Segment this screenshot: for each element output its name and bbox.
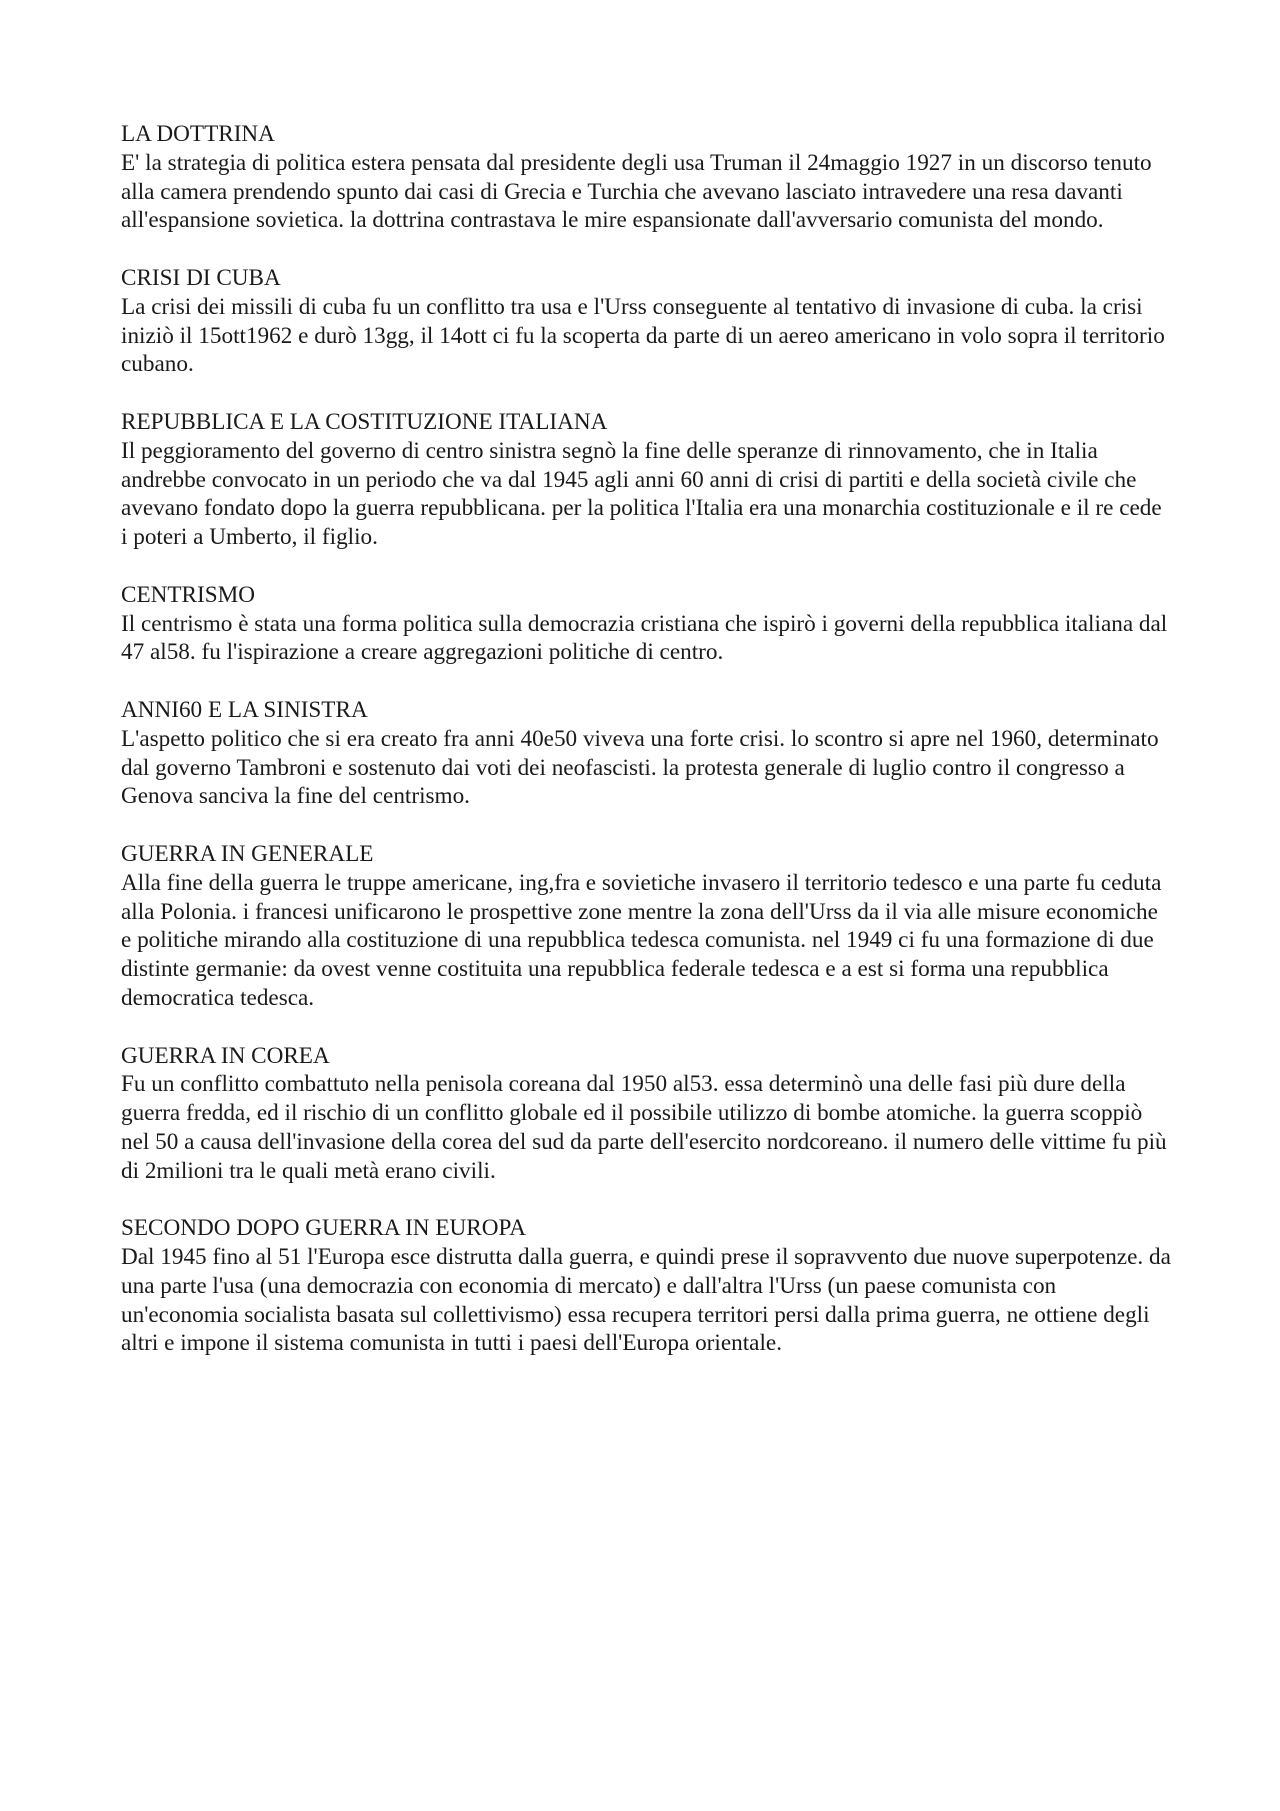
section-repubblica-costituzione bbox=[121, 408, 1171, 552]
section-title: GUERRA IN GENERALE bbox=[121, 840, 374, 867]
document-content bbox=[121, 120, 1171, 1387]
section-body: La crisi dei missili di cuba fu un conflitto tra usa e l'Urss conseguente al tentativo di invasione di cuba. la crisi iniziò il 15ott1962 e durò 13gg, il 14ott ci fu la scoperta da parte di un aereo americano in volo sopra il territorio cubano. bbox=[121, 293, 1165, 378]
section-body: Alla fine della guerra le truppe americane, ing,fra e sovietiche invasero il territorio tedesco e una parte fu ceduta alla Polonia. i francesi unificarono le prospettive zone mentre la zona dell'Urss da il via alle misure economiche e politiche mirando alla costituzione di una repubblica tedesca comunista. nel 1949 ci fu una formazione di due distinte germanie: da ovest venne costituita una repubblica federale tedesca e a est si forma una repubblica democratica tedesca. bbox=[121, 869, 1162, 1011]
section-title: CENTRISMO bbox=[121, 581, 255, 608]
section-title: CRISI DI CUBA bbox=[121, 264, 281, 291]
section-body: E' la strategia di politica estera pensata dal presidente degli usa Truman il 24maggio 1927 in un discorso tenuto alla camera prendendo spunto dai casi di Grecia e Turchia che avevano lasciato intravedere una resa davanti all'espansione sovietica. la dottrina contrastava le mire espansionate dall'avversario comunista del mondo. bbox=[121, 149, 1152, 234]
section-title: SECONDO DOPO GUERRA IN EUROPA bbox=[121, 1215, 526, 1242]
section-la-dottrina bbox=[121, 120, 1171, 235]
section-centrismo bbox=[121, 581, 1171, 667]
section-body: Il centrismo è stata una forma politica sulla democrazia cristiana che ispirò i governi della repubblica italiana dal 47 al58. fu l'ispirazione a creare aggregazioni politiche di centro. bbox=[121, 610, 1168, 666]
section-title: ANNI60 E LA SINISTRA bbox=[121, 696, 368, 723]
section-body: L'aspetto politico che si era creato fra anni 40e50 viveva una forte crisi. lo scontro si apre nel 1960, determinato dal governo Tambroni e sostenuto dai voti dei neofascisti. la protesta generale di luglio contro il congresso a Genova sanciva la fine del centrismo. bbox=[121, 725, 1159, 810]
section-guerra-in-generale bbox=[121, 840, 1171, 1013]
section-title: LA DOTTRINA bbox=[121, 121, 275, 147]
section-body: Il peggioramento del governo di centro sinistra segnò la fine delle speranze di rinnovamento, che in Italia andrebbe convocato in un periodo che va dal 1945 agli anni 60 anni di crisi di partiti e della società civile che avevano fondato dopo la guerra repubblicana. per la politica l'Italia era una monarchia costituzionale e il re cede i poteri a Umberto, il figlio. bbox=[121, 437, 1162, 551]
section-title: GUERRA IN COREA bbox=[121, 1042, 330, 1069]
section-anni60-sinistra bbox=[121, 696, 1171, 811]
section-title: REPUBBLICA E LA COSTITUZIONE ITALIANA bbox=[121, 408, 608, 435]
section-guerra-in-corea bbox=[121, 1042, 1171, 1186]
section-body: Fu un conflitto combattuto nella penisola coreana dal 1950 al53. essa determinò una delle fasi più dure della guerra fredda, ed il rischio di un conflitto globale ed il possibile utilizzo di bombe atomiche. la guerra scoppiò nel 50 a causa dell'invasione della corea del sud da parte dell'esercito nordcoreano. il numero delle vittime fu più di 2milioni tra le quali metà erano civili. bbox=[121, 1071, 1167, 1184]
section-crisi-di-cuba bbox=[121, 264, 1171, 379]
section-body: Dal 1945 fino al 51 l'Europa esce distrutta dalla guerra, e quindi prese il sopravvento due nuove superpotenze. da una parte l'usa (una democrazia con economia di mercato) e dall'altra l'Urss (un paese comunista con un'economia socialista basata sul collettivismo) essa recupera territori persi dalla prima guerra, ne ottiene degli altri e impone il sistema comunista in tutti i paesi dell'Europa orientale. bbox=[121, 1244, 1171, 1357]
section-secondo-dopo-guerra bbox=[121, 1214, 1171, 1358]
